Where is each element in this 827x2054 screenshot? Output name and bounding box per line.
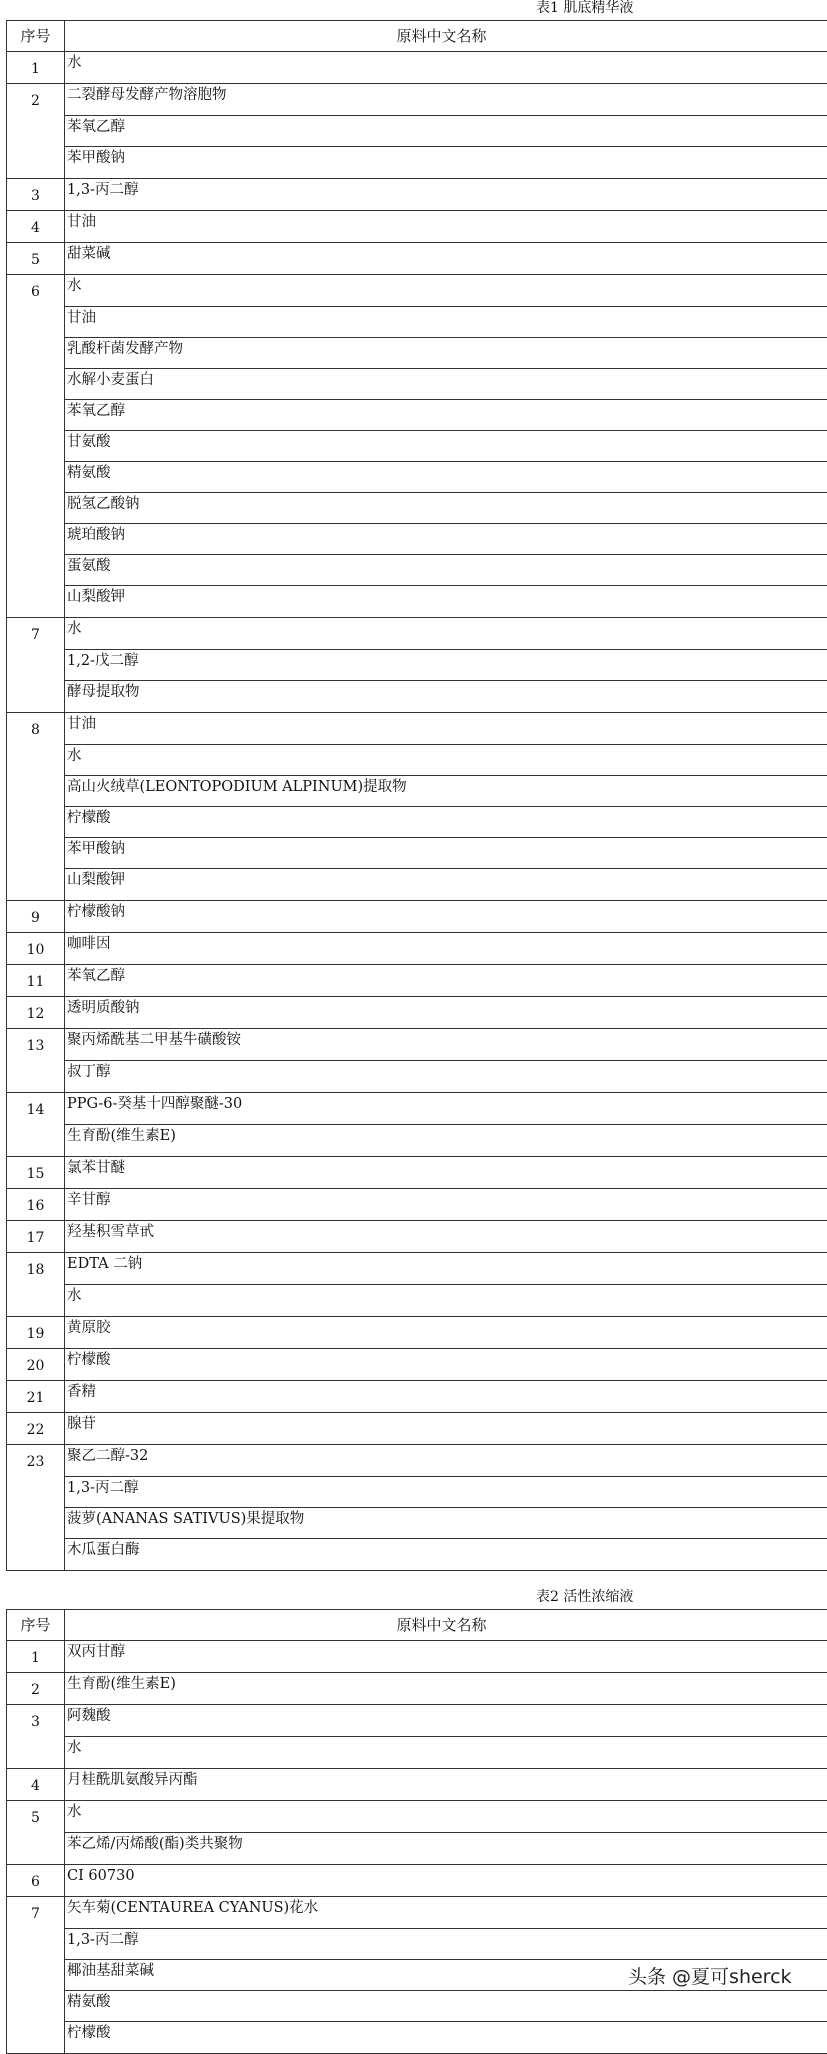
ingredient-list: [65, 1029, 827, 1092]
table-row-group: [7, 1801, 827, 1865]
table-row-group: [7, 965, 827, 997]
row-number: 7: [7, 618, 65, 712]
ingredient-name: 二裂酵母发酵产物溶胞物: [67, 87, 227, 103]
ingredient-name: 柠檬酸: [65, 2021, 827, 2052]
ingredient-name: 1,3-丙二醇: [65, 1476, 827, 1507]
row-spacer: [65, 616, 827, 617]
table-row-group: [7, 1349, 827, 1381]
ingredient-name: 精氨酸: [65, 461, 827, 492]
ingredient-name: 水: [65, 744, 827, 775]
row-spacer: [65, 711, 827, 712]
ingredient-name: 甘氨酸: [65, 430, 827, 461]
ingredient-name: 矢车菊(CENTAUREA CYANUS)花水: [67, 1900, 319, 1916]
ingredient-name: 生育酚(维生素E): [65, 1124, 827, 1155]
ingredient-name: 阿魏酸: [67, 1708, 111, 1724]
table-row-group: [7, 1865, 827, 1897]
ingredient-name: PPG-6-癸基十四醇聚醚-30: [67, 1096, 243, 1112]
row-number: 19: [7, 1317, 65, 1348]
ingredient-name: EDTA 二钠: [67, 1256, 143, 1272]
column-header-no: 序号: [7, 21, 65, 51]
row-number: 15: [7, 1157, 65, 1188]
ingredient-list: [65, 1349, 827, 1380]
row-spacer: [65, 177, 827, 178]
row-number: 12: [7, 997, 65, 1028]
ingredient-name: 咖啡因: [67, 936, 111, 952]
row-number: 22: [7, 1413, 65, 1444]
ingredient-name: 柠檬酸: [65, 806, 827, 837]
row-spacer: [65, 1155, 827, 1156]
ingredient-name: 蛋氨酸: [65, 554, 827, 585]
row-number: 4: [7, 1769, 65, 1800]
ingredient-name: 水: [67, 55, 82, 71]
ingredient-list: [65, 275, 827, 617]
row-number: 2: [7, 84, 65, 178]
table-row-group: [7, 1413, 827, 1445]
row-number: 3: [7, 1705, 65, 1768]
ingredient-name: 氯苯甘醚: [67, 1160, 125, 1176]
table-row-group: [7, 1029, 827, 1093]
table-row-group: [7, 933, 827, 965]
table-row-group: [7, 901, 827, 933]
column-header-no: 序号: [7, 1610, 65, 1640]
row-number: 18: [7, 1253, 65, 1316]
ingredient-list: [65, 84, 827, 178]
ingredient-name: 1,2-戊二醇: [65, 649, 827, 680]
ingredient-list: [65, 1413, 827, 1444]
row-number: 9: [7, 901, 65, 932]
ingredient-list: [65, 1221, 827, 1252]
ingredient-name: 酵母提取物: [65, 680, 827, 711]
ingredient-list: [65, 1641, 827, 1672]
row-number: 1: [7, 1641, 65, 1672]
ingredient-name: 聚丙烯酰基二甲基牛磺酸铵: [67, 1032, 241, 1048]
table-row-group: [7, 84, 827, 179]
table-row-group: [7, 713, 827, 901]
table-row-group: [7, 1221, 827, 1253]
table-row-group: [7, 179, 827, 211]
ingredient-list: [65, 211, 827, 242]
ingredient-name: 甜菜碱: [67, 246, 111, 262]
ingredient-name: 甘油: [67, 214, 96, 230]
row-spacer: [65, 1315, 827, 1316]
row-spacer: [65, 1091, 827, 1092]
table1-caption: 表1 肌底精华液: [536, 0, 634, 16]
ingredient-name: 高山火绒草(LEONTOPODIUM ALPINUM)提取物: [65, 775, 827, 806]
table-row-group: [7, 1157, 827, 1189]
column-header-name: 原料中文名称: [396, 27, 487, 45]
ingredient-list: [65, 1157, 827, 1188]
table-row-group: [7, 1769, 827, 1801]
ingredient-list: [65, 179, 827, 210]
table-row-group: [7, 618, 827, 713]
ingredient-name: 脱氢乙酸钠: [65, 492, 827, 523]
table-row-group: [7, 275, 827, 618]
ingredient-name: 精氨酸: [65, 1990, 827, 2021]
ingredient-list: [65, 1253, 827, 1316]
ingredient-name: 水: [67, 621, 82, 637]
row-number: 20: [7, 1349, 65, 1380]
ingredient-name: CI 60730: [67, 1868, 135, 1884]
table-row-group: [7, 1253, 827, 1317]
row-number: 6: [7, 1865, 65, 1896]
ingredient-list: [65, 1705, 827, 1768]
ingredient-name: 透明质酸钠: [67, 1000, 140, 1016]
ingredient-name: 菠萝(ANANAS SATIVUS)果提取物: [65, 1507, 827, 1538]
ingredient-name: 辛甘醇: [67, 1192, 111, 1208]
row-number: 23: [7, 1445, 65, 1570]
ingredient-name: 苯氧乙醇: [65, 399, 827, 430]
ingredient-name: 苯氧乙醇: [65, 115, 827, 146]
table-row-group: [7, 211, 827, 243]
row-number: 3: [7, 179, 65, 210]
ingredient-name: 1,3-丙二醇: [67, 182, 139, 198]
row-number: 11: [7, 965, 65, 996]
row-number: 8: [7, 713, 65, 900]
row-number: 7: [7, 1897, 65, 2053]
ingredient-list: [65, 618, 827, 712]
ingredient-name: 叔丁醇: [65, 1060, 827, 1091]
ingredient-name: 苯甲酸钠: [65, 837, 827, 868]
ingredient-list: [65, 997, 827, 1028]
ingredient-name: 柠檬酸钠: [67, 904, 125, 920]
ingredient-name: 羟基积雪草甙: [67, 1224, 154, 1240]
ingredient-list: [65, 1381, 827, 1412]
ingredient-name: 苯乙烯/丙烯酸(酯)类共聚物: [65, 1832, 827, 1863]
ingredient-name: 水: [65, 1284, 827, 1315]
ingredient-name: 香精: [67, 1384, 96, 1400]
table-row-group: [7, 1673, 827, 1705]
ingredient-list: [65, 1189, 827, 1220]
table-row-group: [7, 1189, 827, 1221]
ingredient-name: 椰油基甜菜碱: [65, 1959, 827, 1990]
watermark-text: 头条 @夏可sherck: [628, 1965, 792, 1988]
row-number: 16: [7, 1189, 65, 1220]
ingredient-name: 山梨酸钾: [65, 868, 827, 899]
ingredient-name: 柠檬酸: [67, 1352, 111, 1368]
ingredient-list: [65, 965, 827, 996]
ingredient-list: [65, 1865, 827, 1896]
ingredient-list: [65, 1445, 827, 1570]
table-row-group: [7, 997, 827, 1029]
ingredient-list: [65, 933, 827, 964]
row-spacer: [65, 899, 827, 900]
ingredient-list: [65, 1673, 827, 1704]
ingredient-name: 1,3-丙二醇: [65, 1928, 827, 1959]
ingredient-list: [65, 1317, 827, 1348]
ingredient-name: 聚乙二醇-32: [67, 1448, 149, 1464]
table-row-group: [7, 1641, 827, 1673]
row-number: 2: [7, 1673, 65, 1704]
ingredient-name: 黄原胶: [67, 1320, 111, 1336]
row-number: 17: [7, 1221, 65, 1252]
table-row-group: [7, 1705, 827, 1769]
ingredient-list: [65, 1093, 827, 1156]
ingredient-name: 苯甲酸钠: [65, 146, 827, 177]
ingredient-name: 水: [65, 1736, 827, 1767]
row-number: 4: [7, 211, 65, 242]
row-number: 21: [7, 1381, 65, 1412]
ingredient-list: [65, 1769, 827, 1800]
row-number: 5: [7, 243, 65, 274]
row-number: 13: [7, 1029, 65, 1092]
ingredient-name: 甘油: [65, 306, 827, 337]
row-number: 14: [7, 1093, 65, 1156]
table-row-group: [7, 1093, 827, 1157]
ingredient-name: 甘油: [67, 716, 96, 732]
ingredient-name: 木瓜蛋白酶: [65, 1538, 827, 1569]
ingredient-name: 苯氧乙醇: [67, 968, 125, 984]
table-row-group: [7, 1445, 827, 1571]
ingredient-name: 水: [67, 1804, 82, 1820]
watermark: [624, 1960, 796, 1990]
ingredient-name: 腺苷: [67, 1416, 96, 1432]
row-spacer: [65, 2052, 827, 2053]
ingredient-table-1: [6, 20, 827, 1571]
table-row-group: [7, 1317, 827, 1349]
ingredient-list: [65, 52, 827, 83]
ingredient-name: 月桂酰肌氨酸异丙酯: [67, 1772, 198, 1788]
table-row-group: [7, 52, 827, 84]
ingredient-list: [65, 243, 827, 274]
ingredient-name: 水: [67, 278, 82, 294]
table2-caption: 表2 活性浓缩液: [536, 1589, 634, 1605]
ingredient-list: [65, 1801, 827, 1864]
table-row-group: [7, 243, 827, 275]
ingredient-name: 乳酸杆菌发酵产物: [65, 337, 827, 368]
row-spacer: [65, 1569, 827, 1570]
row-number: 5: [7, 1801, 65, 1864]
ingredient-name: 双丙甘醇: [67, 1644, 125, 1660]
table-row-group: [7, 1381, 827, 1413]
table-header: [7, 1610, 827, 1641]
row-spacer: [65, 1863, 827, 1864]
ingredient-name: 生育酚(维生素E): [67, 1676, 176, 1692]
ingredient-list: [65, 901, 827, 932]
ingredient-name: 琥珀酸钠: [65, 523, 827, 554]
row-number: 1: [7, 52, 65, 83]
ingredient-name: 水解小麦蛋白: [65, 368, 827, 399]
ingredient-list: [65, 713, 827, 900]
row-number: 6: [7, 275, 65, 617]
column-header-name: 原料中文名称: [396, 1616, 487, 1634]
table-header: [7, 21, 827, 52]
row-spacer: [65, 1767, 827, 1768]
ingredient-name: 山梨酸钾: [65, 585, 827, 616]
row-number: 10: [7, 933, 65, 964]
